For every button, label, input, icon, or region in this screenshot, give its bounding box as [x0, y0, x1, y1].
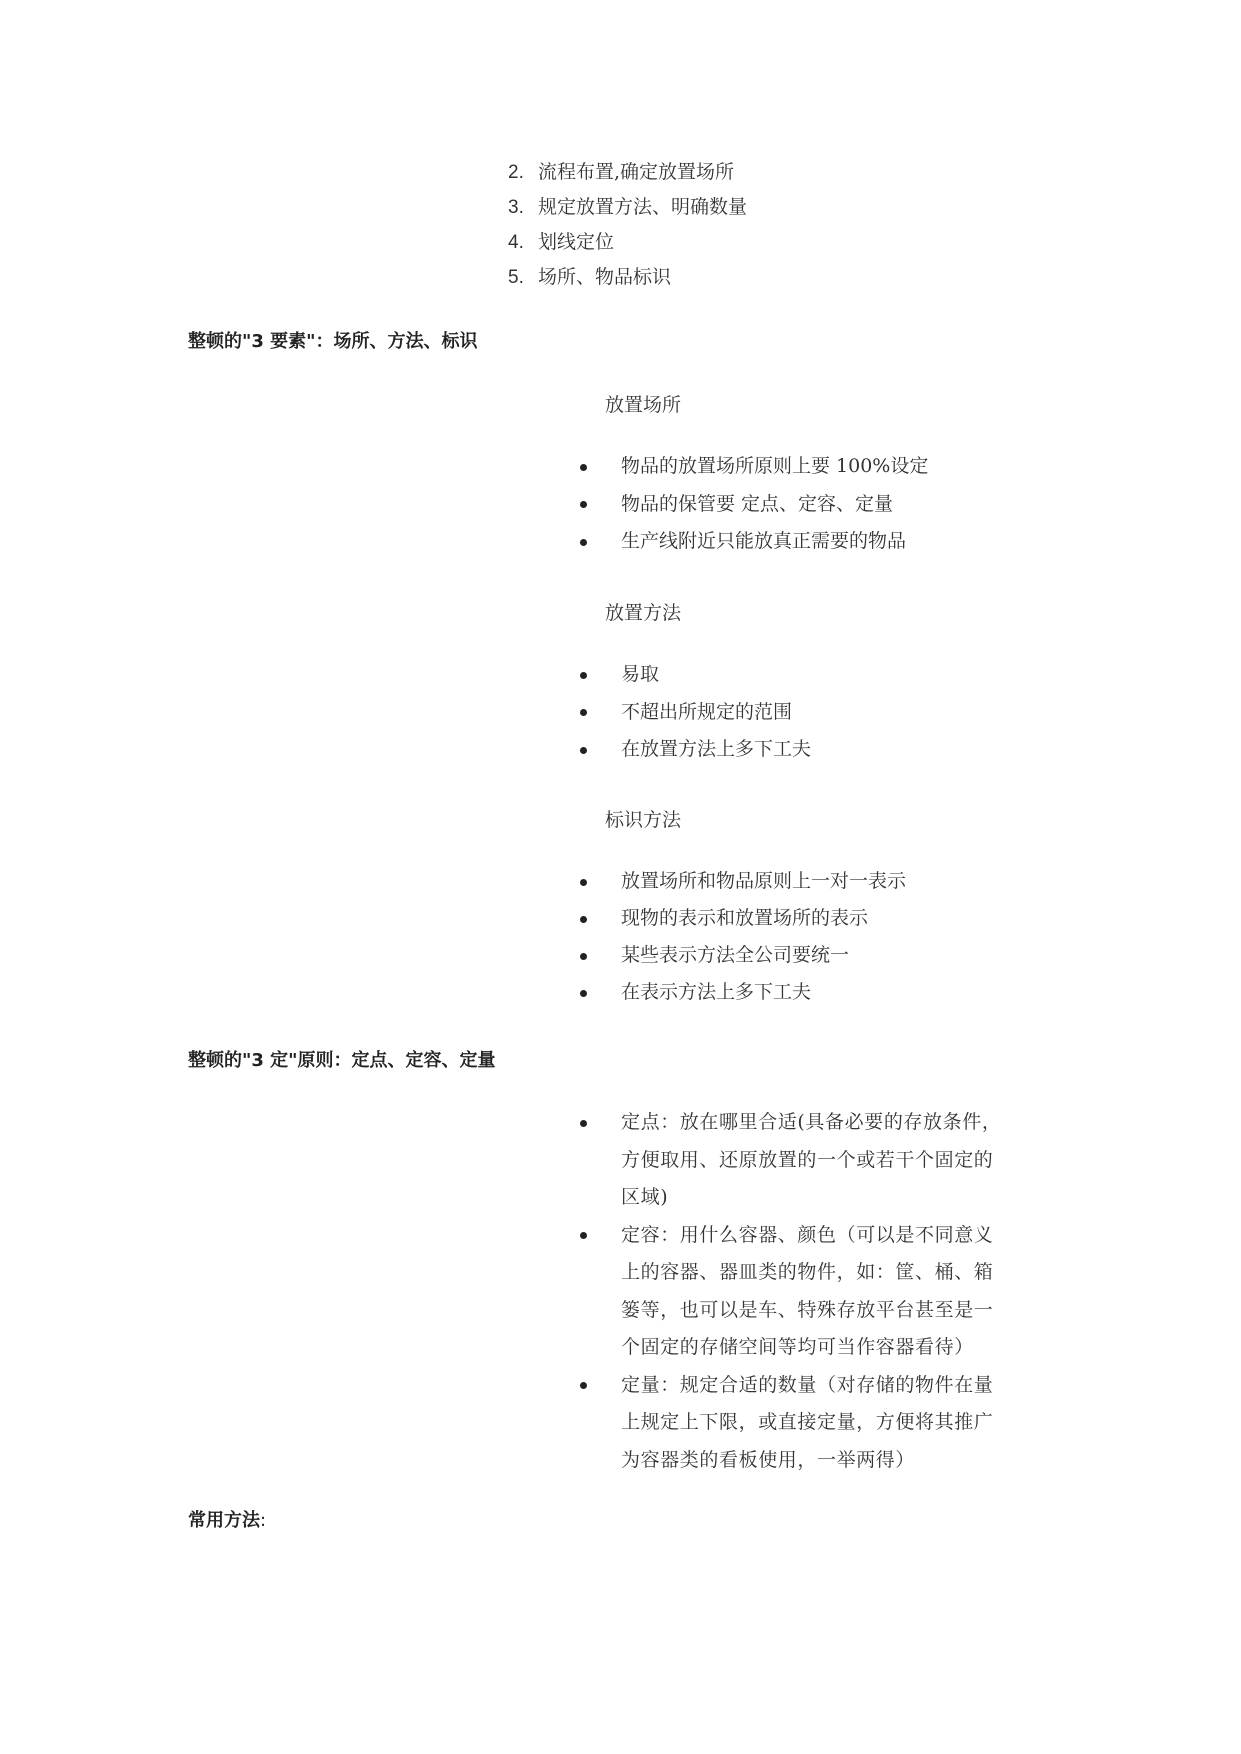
- step-number: 4.: [508, 232, 524, 253]
- list-item: 不超出所规定的范围: [580, 694, 811, 732]
- step-number: 3.: [508, 197, 524, 218]
- step-text: 规定放置方法、明确数量: [538, 196, 748, 218]
- bullet-icon: [580, 1232, 587, 1239]
- step-item: [508, 225, 747, 260]
- bullet-icon: [580, 672, 587, 679]
- list-item: 物品的保管要 定点、定容、定量: [580, 486, 928, 524]
- section-heading-3-principles: 整顿的"3 定"原则：定点、定容、定量: [188, 1050, 496, 1071]
- bullet-icon: [580, 953, 587, 960]
- step-number: 2.: [508, 162, 524, 183]
- bullet-icon: [580, 879, 587, 886]
- placement-location-list: [580, 448, 928, 561]
- steps-list: [508, 155, 747, 295]
- subheading-labeling-method: 标识方法: [605, 809, 682, 831]
- bullet-icon: [580, 709, 587, 716]
- step-item: [508, 190, 747, 225]
- bullet-icon: [580, 501, 587, 508]
- list-item: 物品的放置场所原则上要 100%设定: [580, 448, 928, 486]
- list-item: 易取: [580, 656, 811, 694]
- subheading-placement-location: 放置场所: [605, 394, 682, 416]
- list-item: 某些表示方法全公司要统一: [580, 937, 906, 974]
- list-item: 在放置方法上多下工夫: [580, 731, 811, 769]
- section-heading-3-elements: 整顿的"3 要素"：场所、方法、标识: [188, 331, 478, 352]
- list-item: 定量：规定合适的数量（对存储的物件在量上规定上下限，或直接定量，方便将其推广为容器类的看板使用，一举两得）: [580, 1367, 1002, 1480]
- bullet-icon: [580, 1382, 587, 1389]
- principles-list: [580, 1104, 1002, 1479]
- step-text: 流程布置,确定放置场所: [538, 161, 735, 183]
- step-number: 5.: [508, 267, 524, 288]
- placement-method-list: [580, 656, 811, 769]
- list-item: 现物的表示和放置场所的表示: [580, 900, 906, 937]
- bullet-icon: [580, 1120, 587, 1127]
- bullet-icon: [580, 539, 587, 546]
- labeling-method-list: [580, 863, 906, 1011]
- list-item: 生产线附近只能放真正需要的物品: [580, 523, 928, 561]
- list-item: 定点：放在哪里合适(具备必要的存放条件，方便取用、还原放置的一个或若干个固定的区域): [580, 1104, 1002, 1217]
- bullet-icon: [580, 464, 587, 471]
- bullet-icon: [580, 747, 587, 754]
- bullet-icon: [580, 916, 587, 923]
- section-heading-common-methods: 常用方法:: [188, 1510, 267, 1531]
- step-item: [508, 155, 747, 190]
- subheading-placement-method: 放置方法: [605, 602, 682, 624]
- step-item: [508, 260, 747, 295]
- step-text: 场所、物品标识: [538, 266, 672, 288]
- list-item: 放置场所和物品原则上一对一表示: [580, 863, 906, 900]
- list-item: 定容：用什么容器、颜色（可以是不同意义上的容器、器皿类的物件，如：筐、桶、箱篓等，也可以是车、特殊存放平台甚至是一个固定的存储空间等均可当作容器看待）: [580, 1217, 1002, 1367]
- heading-colon: :: [260, 1510, 267, 1531]
- step-text: 划线定位: [538, 231, 615, 253]
- list-item: 在表示方法上多下工夫: [580, 974, 906, 1011]
- bullet-icon: [580, 990, 587, 997]
